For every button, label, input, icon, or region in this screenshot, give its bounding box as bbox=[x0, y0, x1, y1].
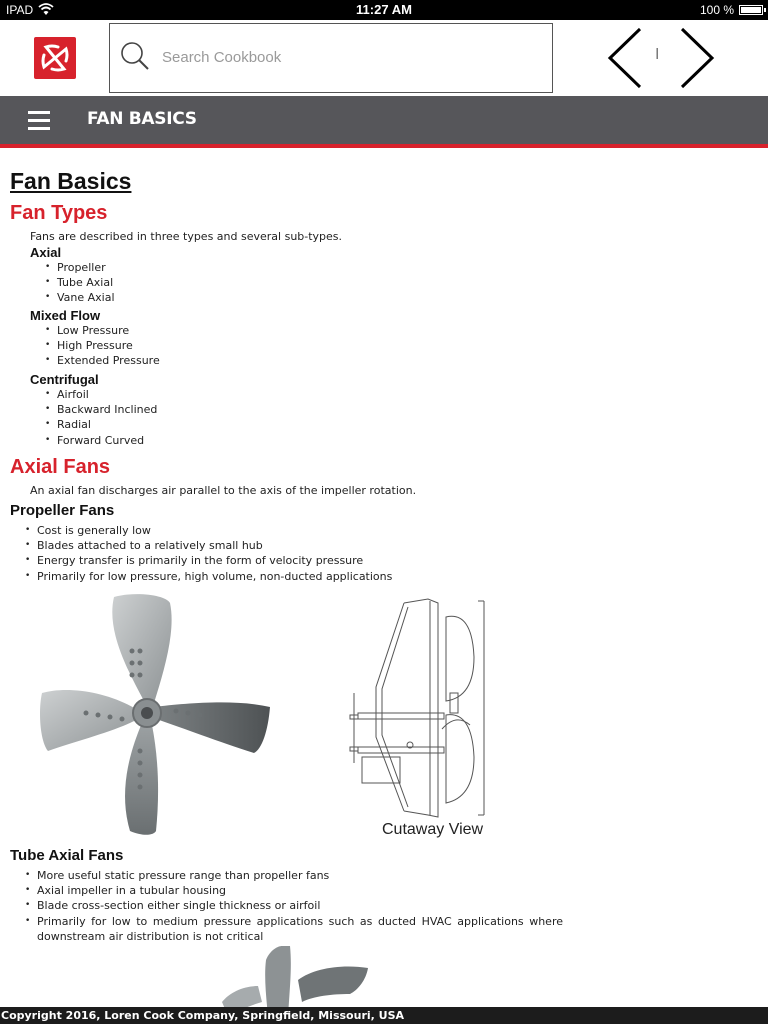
page-indicator: I bbox=[655, 46, 660, 63]
battery-percentage: 100 % bbox=[700, 3, 735, 17]
list-item: • More useful static pressure range than propeller fans bbox=[23, 868, 563, 883]
clock: 11:27 AM bbox=[356, 2, 412, 17]
cutaway-view-image bbox=[346, 597, 491, 819]
search-input[interactable] bbox=[162, 44, 532, 70]
list-tube-axial-fans bbox=[23, 868, 563, 944]
section-heading-fan-types: Fan Types bbox=[10, 202, 108, 224]
article-content bbox=[0, 152, 768, 1007]
hamburger-menu-icon[interactable] bbox=[28, 111, 50, 129]
propeller-fan-image bbox=[36, 591, 276, 837]
list-item: • Axial impeller in a tubular housing bbox=[23, 883, 563, 898]
list-item: • Low Pressure bbox=[43, 323, 160, 338]
group-heading-centrifugal: Centrifugal bbox=[30, 372, 99, 387]
search-box[interactable] bbox=[109, 23, 553, 93]
next-page-button[interactable] bbox=[676, 27, 716, 89]
image-caption: Cutaway View bbox=[382, 821, 484, 838]
list-item: • Cost is generally low bbox=[23, 523, 563, 538]
list-item: • Primarily for low pressure, high volume, non-ducted applications bbox=[23, 569, 563, 584]
list-mixed-flow bbox=[43, 323, 160, 369]
fan-types-intro: Fans are described in three types and several sub-types. bbox=[30, 230, 343, 243]
list-item: • Extended Pressure bbox=[43, 353, 160, 368]
list-axial bbox=[43, 260, 115, 306]
list-item: • Airfoil bbox=[43, 387, 157, 402]
carrier-label: IPAD bbox=[6, 3, 34, 17]
list-item: • Forward Curved bbox=[43, 433, 157, 448]
list-propeller-fans bbox=[23, 523, 563, 584]
section-heading-tube-axial-fans: Tube Axial Fans bbox=[10, 847, 124, 864]
list-item: • Tube Axial bbox=[43, 275, 115, 290]
group-heading-mixed-flow: Mixed Flow bbox=[30, 308, 101, 323]
company-logo[interactable] bbox=[34, 37, 76, 79]
list-item: • High Pressure bbox=[43, 338, 160, 353]
section-heading-axial-fans: Axial Fans bbox=[10, 456, 111, 478]
list-item: • Primarily for low to medium pressure applications such as ducted HVAC applications where downstream air distribution is not critical bbox=[23, 914, 563, 944]
list-item: • Radial bbox=[43, 417, 157, 432]
previous-page-button[interactable] bbox=[604, 27, 644, 89]
list-item: • Vane Axial bbox=[43, 290, 115, 305]
tube-axial-fan-image bbox=[218, 946, 378, 1007]
list-item: • Energy transfer is primarily in the form of velocity pressure bbox=[23, 553, 563, 568]
list-item: • Propeller bbox=[43, 260, 115, 275]
list-item: • Backward Inclined bbox=[43, 402, 157, 417]
list-item: • Blade cross-section either single thickness or airfoil bbox=[23, 898, 563, 913]
search-icon bbox=[120, 41, 150, 71]
page-title: FAN BASICS bbox=[87, 109, 197, 129]
section-heading-propeller-fans: Propeller Fans bbox=[10, 502, 115, 519]
group-heading-axial: Axial bbox=[30, 245, 62, 260]
status-bar bbox=[0, 0, 768, 20]
title-bar bbox=[0, 96, 768, 148]
list-centrifugal bbox=[43, 387, 157, 448]
copyright-footer: Copyright 2016, Loren Cook Company, Springfield, Missouri, USA bbox=[0, 1007, 768, 1024]
app-header bbox=[0, 20, 768, 96]
article-title: Fan Basics bbox=[10, 168, 132, 194]
list-item: • Blades attached to a relatively small hub bbox=[23, 538, 563, 553]
axial-fans-intro: An axial fan discharges air parallel to the axis of the impeller rotation. bbox=[30, 484, 417, 497]
battery-icon bbox=[739, 5, 763, 15]
